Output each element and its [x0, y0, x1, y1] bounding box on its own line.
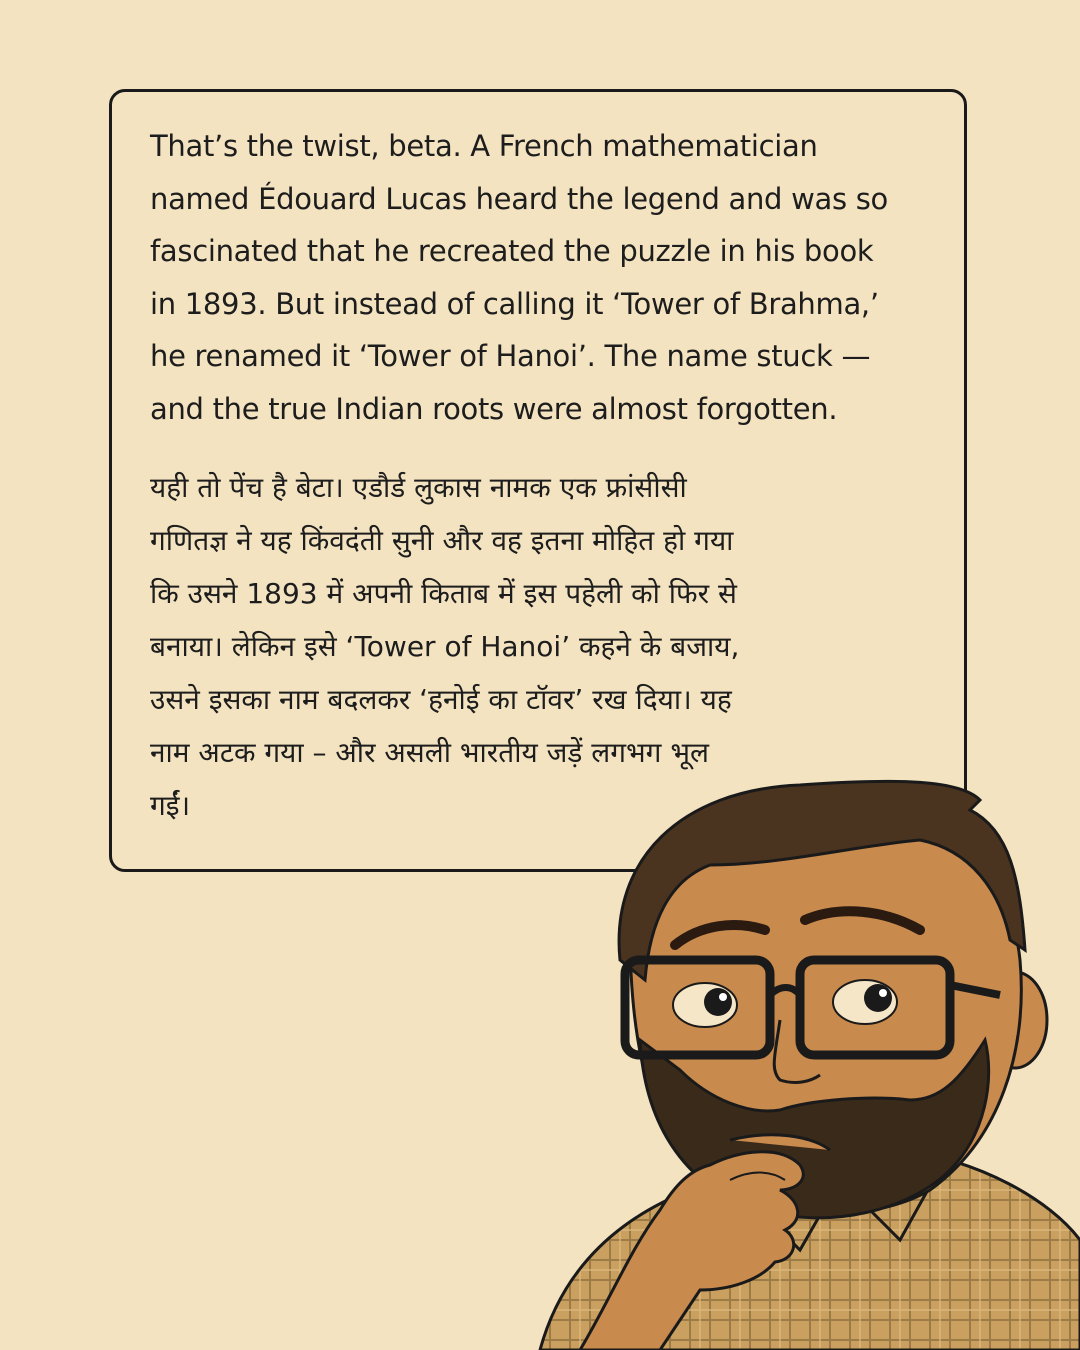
- english-line: and the true Indian roots were almost forgotten.: [150, 391, 838, 426]
- english-line: he renamed it ‘Tower of Hanoi’. The name stuck —: [150, 339, 871, 373]
- english-line: That’s the twist, beta. A French mathematician: [150, 129, 818, 163]
- hindi-line: गणितज्ञ ने यह किंवदंती सुनी और वह इतना मोहित हो गया: [150, 524, 734, 557]
- speech-bubble: [109, 89, 967, 872]
- hindi-line: यही तो पेंच है बेटा। एडौर्ड लुकास नामक एक फ्रांसीसी: [150, 471, 687, 504]
- english-line: fascinated that he recreated the puzzle in his book: [150, 234, 874, 268]
- hindi-line: उसने इसका नाम बदलकर ‘हनोई का टॉवर’ रख दिया। यह: [150, 683, 732, 716]
- english-line: in 1893. But instead of calling it ‘Tower of Brahma,’: [150, 286, 879, 321]
- thinking-man-icon: [480, 770, 1080, 1350]
- hindi-line: गईं।: [150, 789, 191, 822]
- hindi-line: कि उसने 1893 में अपनी किताब में इस पहेली को फिर से: [150, 577, 737, 610]
- english-text: [150, 120, 924, 435]
- hindi-line: बनाया। लेकिन इसे ‘Tower of Hanoi’ कहने के बजाय,: [150, 630, 740, 663]
- english-line: named Édouard Lucas heard the legend and was so: [150, 181, 888, 216]
- hindi-line: नाम अटक गया – और असली भारतीय जड़ें लगभग भूल: [150, 736, 710, 769]
